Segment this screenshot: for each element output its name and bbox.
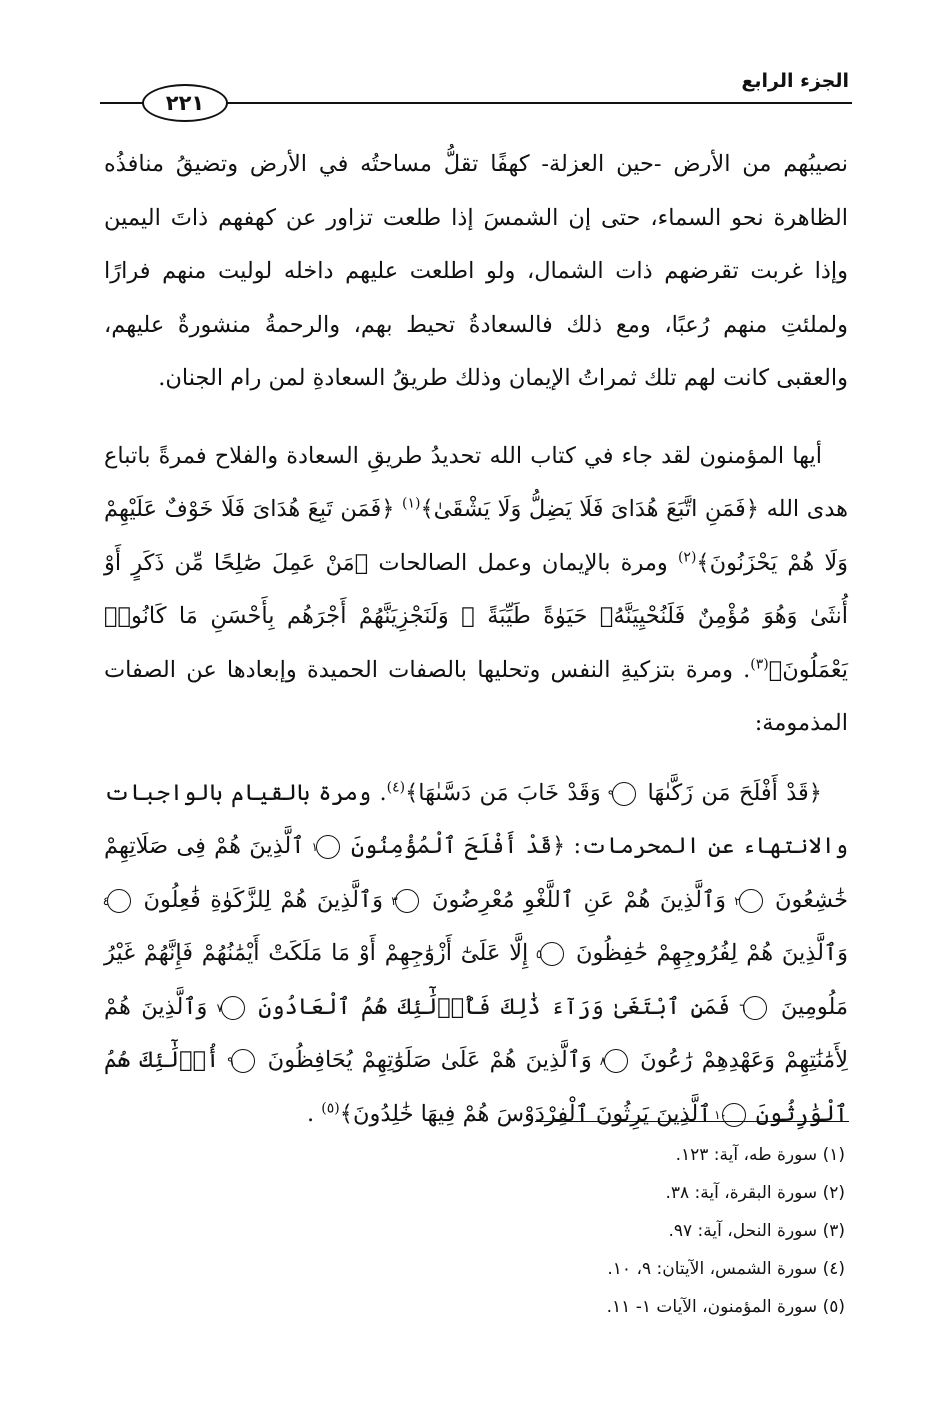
paragraph-text: . ومرة بالقيام بالواجبات والانتهاء عن المحرمات: — [104, 779, 849, 859]
footnote-ref: (١) — [402, 495, 421, 512]
footnote: (٥) سورة المؤمنون، الآيات ١- ١١. — [606, 1297, 845, 1317]
quran-verse: ﴿فَمَنِ اتَّبَعَ هُدَاىَ فَلَا يَضِلُّ وَلَا يَشْقَىٰ﴾ — [420, 496, 759, 522]
quran-verse: ﴿فَمَن تَبِعَ هُدَاىَ فَلَا خَوْفٌ عَلَيْهِمْ وَلَا هُمْ يَحْزَنُونَ﴾ — [104, 496, 849, 576]
quran-verse: وَٱلَّذِينَ هُمْ لِلزَّكَوٰةِ فَٰعِلُونَ — [143, 886, 383, 913]
quran-verse: ٱلَّذِينَ هُمْ فِى صَلَاتِهِمْ خَٰشِعُونَ — [104, 833, 848, 913]
paragraph-text: أيها المؤمنون لقد جاء في كتاب الله تحديدُ طريقِ السعادة والفلاح فمرةً باتباع هدى الله — [104, 442, 849, 522]
ayah-number-marker: ٢ — [739, 889, 763, 913]
ayah-number-marker: ٥ — [540, 942, 564, 966]
quran-verse: ٱلَّذِينَ يَرِثُونَ ٱلْفِرْدَوْسَ هُمْ فِيهَا خَٰلِدُونَ﴾ — [339, 1100, 712, 1127]
paragraph-1: نصيبُهم من الأرض -حين العزلة- كهفًا تقلُّ مساحتُه في الأرض وتضيقُ منافذُه الظاهرة نحو السماء، حتى إن الشمسَ إذا طلعت تزاور عن كهفهم ذاتَ اليمين وإذا غربت تقرضهم ذات الشمال، ولو اطلعت عليهم داخله لوليت منهم فرارًا ولملئتِ منهم رُعبًا، ومع ذلك فالسعادةُ تحيط بهم، والرحمةُ منشورةٌ عليهم، والعقبى كانت لهم تلك ثمراتُ الإيمان وذلك طريقُ السعادةِ لمن رام الجنان. — [104, 151, 848, 391]
ayah-number-marker: ٣ — [395, 889, 419, 913]
ayah-number-marker: ١٠ — [722, 1103, 746, 1127]
paragraph-3 — [104, 767, 848, 1142]
page-number: ٢٢١ — [165, 91, 205, 115]
page-number-badge — [142, 84, 228, 122]
quran-verse: وَٱلَّذِينَ هُمْ لِفُرُوجِهِمْ حَٰفِظُونَ — [575, 940, 848, 966]
quran-verse: إِلَّا عَلَىٰٓ أَزْوَٰجِهِمْ أَوْ مَا مَلَكَتْ أَيْمَٰنُهُمْ فَإِنَّهُمْ غَيْرُ مَلُومِينَ — [104, 940, 848, 1020]
footnote: (٣) سورة النحل، آية: ٩٧. — [668, 1221, 845, 1241]
paragraph-text: . — [306, 1100, 315, 1127]
paragraph-text: . ومرة بتزكيةِ النفس وتحليها بالصفات الحميدة وإبعادها عن الصفات المذمومة: — [104, 656, 848, 736]
footnote-separator — [535, 1121, 849, 1122]
footnote-ref: (٤) — [386, 779, 406, 795]
footnote: (٢) سورة البقرة، آية: ٣٨. — [665, 1183, 845, 1203]
ayah-number-marker: ٩ — [612, 782, 636, 806]
footnote: (٤) سورة الشمس، الآيتان: ٩، ١٠. — [607, 1259, 845, 1279]
paragraph-text: ومرة بالإيمان وعمل الصالحات — [378, 549, 668, 576]
ayah-number-marker: ٨ — [604, 1049, 628, 1073]
footnotes — [245, 1136, 845, 1326]
quran-verse: فَمَنِ ٱبْتَغَىٰ وَرَآءَ ذَٰلِكَ فَأُو۟لَٰٓئِكَ هُمُ ٱلْعَادُونَ — [258, 993, 731, 1020]
footnote-ref: (٣) — [750, 656, 769, 672]
ayah-number-marker: ٩ — [231, 1049, 255, 1073]
quran-verse: وَٱلَّذِينَ هُمْ عَنِ ٱللَّغْوِ مُعْرِضُونَ — [431, 886, 727, 913]
ayah-number-marker: ١ — [316, 835, 340, 859]
quran-verse: وَٱلَّذِينَ هُمْ لِأَمَٰنَٰتِهِمْ وَعَهْدِهِمْ رَٰعُونَ — [104, 993, 849, 1073]
ayah-number-marker: ٧ — [221, 996, 245, 1020]
footnote: (١) سورة طه، آية: ١٢٣. — [675, 1145, 845, 1165]
ayah-number-marker: ٤ — [107, 889, 131, 913]
footnote-ref: (٢) — [677, 549, 697, 565]
quran-verse: ﴿مَنْ عَمِلَ صَٰلِحًا مِّن ذَكَرٍ أَوْ أُنثَىٰ وَهُوَ مُؤْمِنٌ فَلَنُحْيِيَنَّهُۥ حَيَوٰةً طَيِّبَةً ۖ وَلَنَجْزِيَنَّهُمْ أَجْرَهُم بِأَحْسَنِ مَا كَانُوا۟ يَعْمَلُونَ﴾ — [104, 549, 848, 683]
main-text — [104, 138, 848, 1141]
quran-verse: وَقَدْ خَابَ مَن دَسَّىٰهَا﴾ — [405, 779, 601, 806]
paragraph-2 — [104, 430, 848, 751]
quran-verse: ﴿قَدْ أَفْلَحَ ٱلْمُؤْمِنُونَ — [350, 833, 566, 859]
running-header-title: الجزء الرابع — [741, 70, 849, 92]
quran-verse: ﴿قَدْ أَفْلَحَ مَن زَكَّىٰهَا — [647, 779, 822, 806]
ayah-number-marker: ٦ — [743, 996, 767, 1020]
footnote-ref: (٥) — [321, 1100, 340, 1116]
quran-verse: أُو۟لَٰٓئِكَ هُمُ ٱلْوَٰرِثُونَ — [104, 1047, 848, 1127]
quran-verse: وَٱلَّذِينَ هُمْ عَلَىٰ صَلَوَٰتِهِمْ يُحَافِظُونَ — [267, 1047, 592, 1073]
